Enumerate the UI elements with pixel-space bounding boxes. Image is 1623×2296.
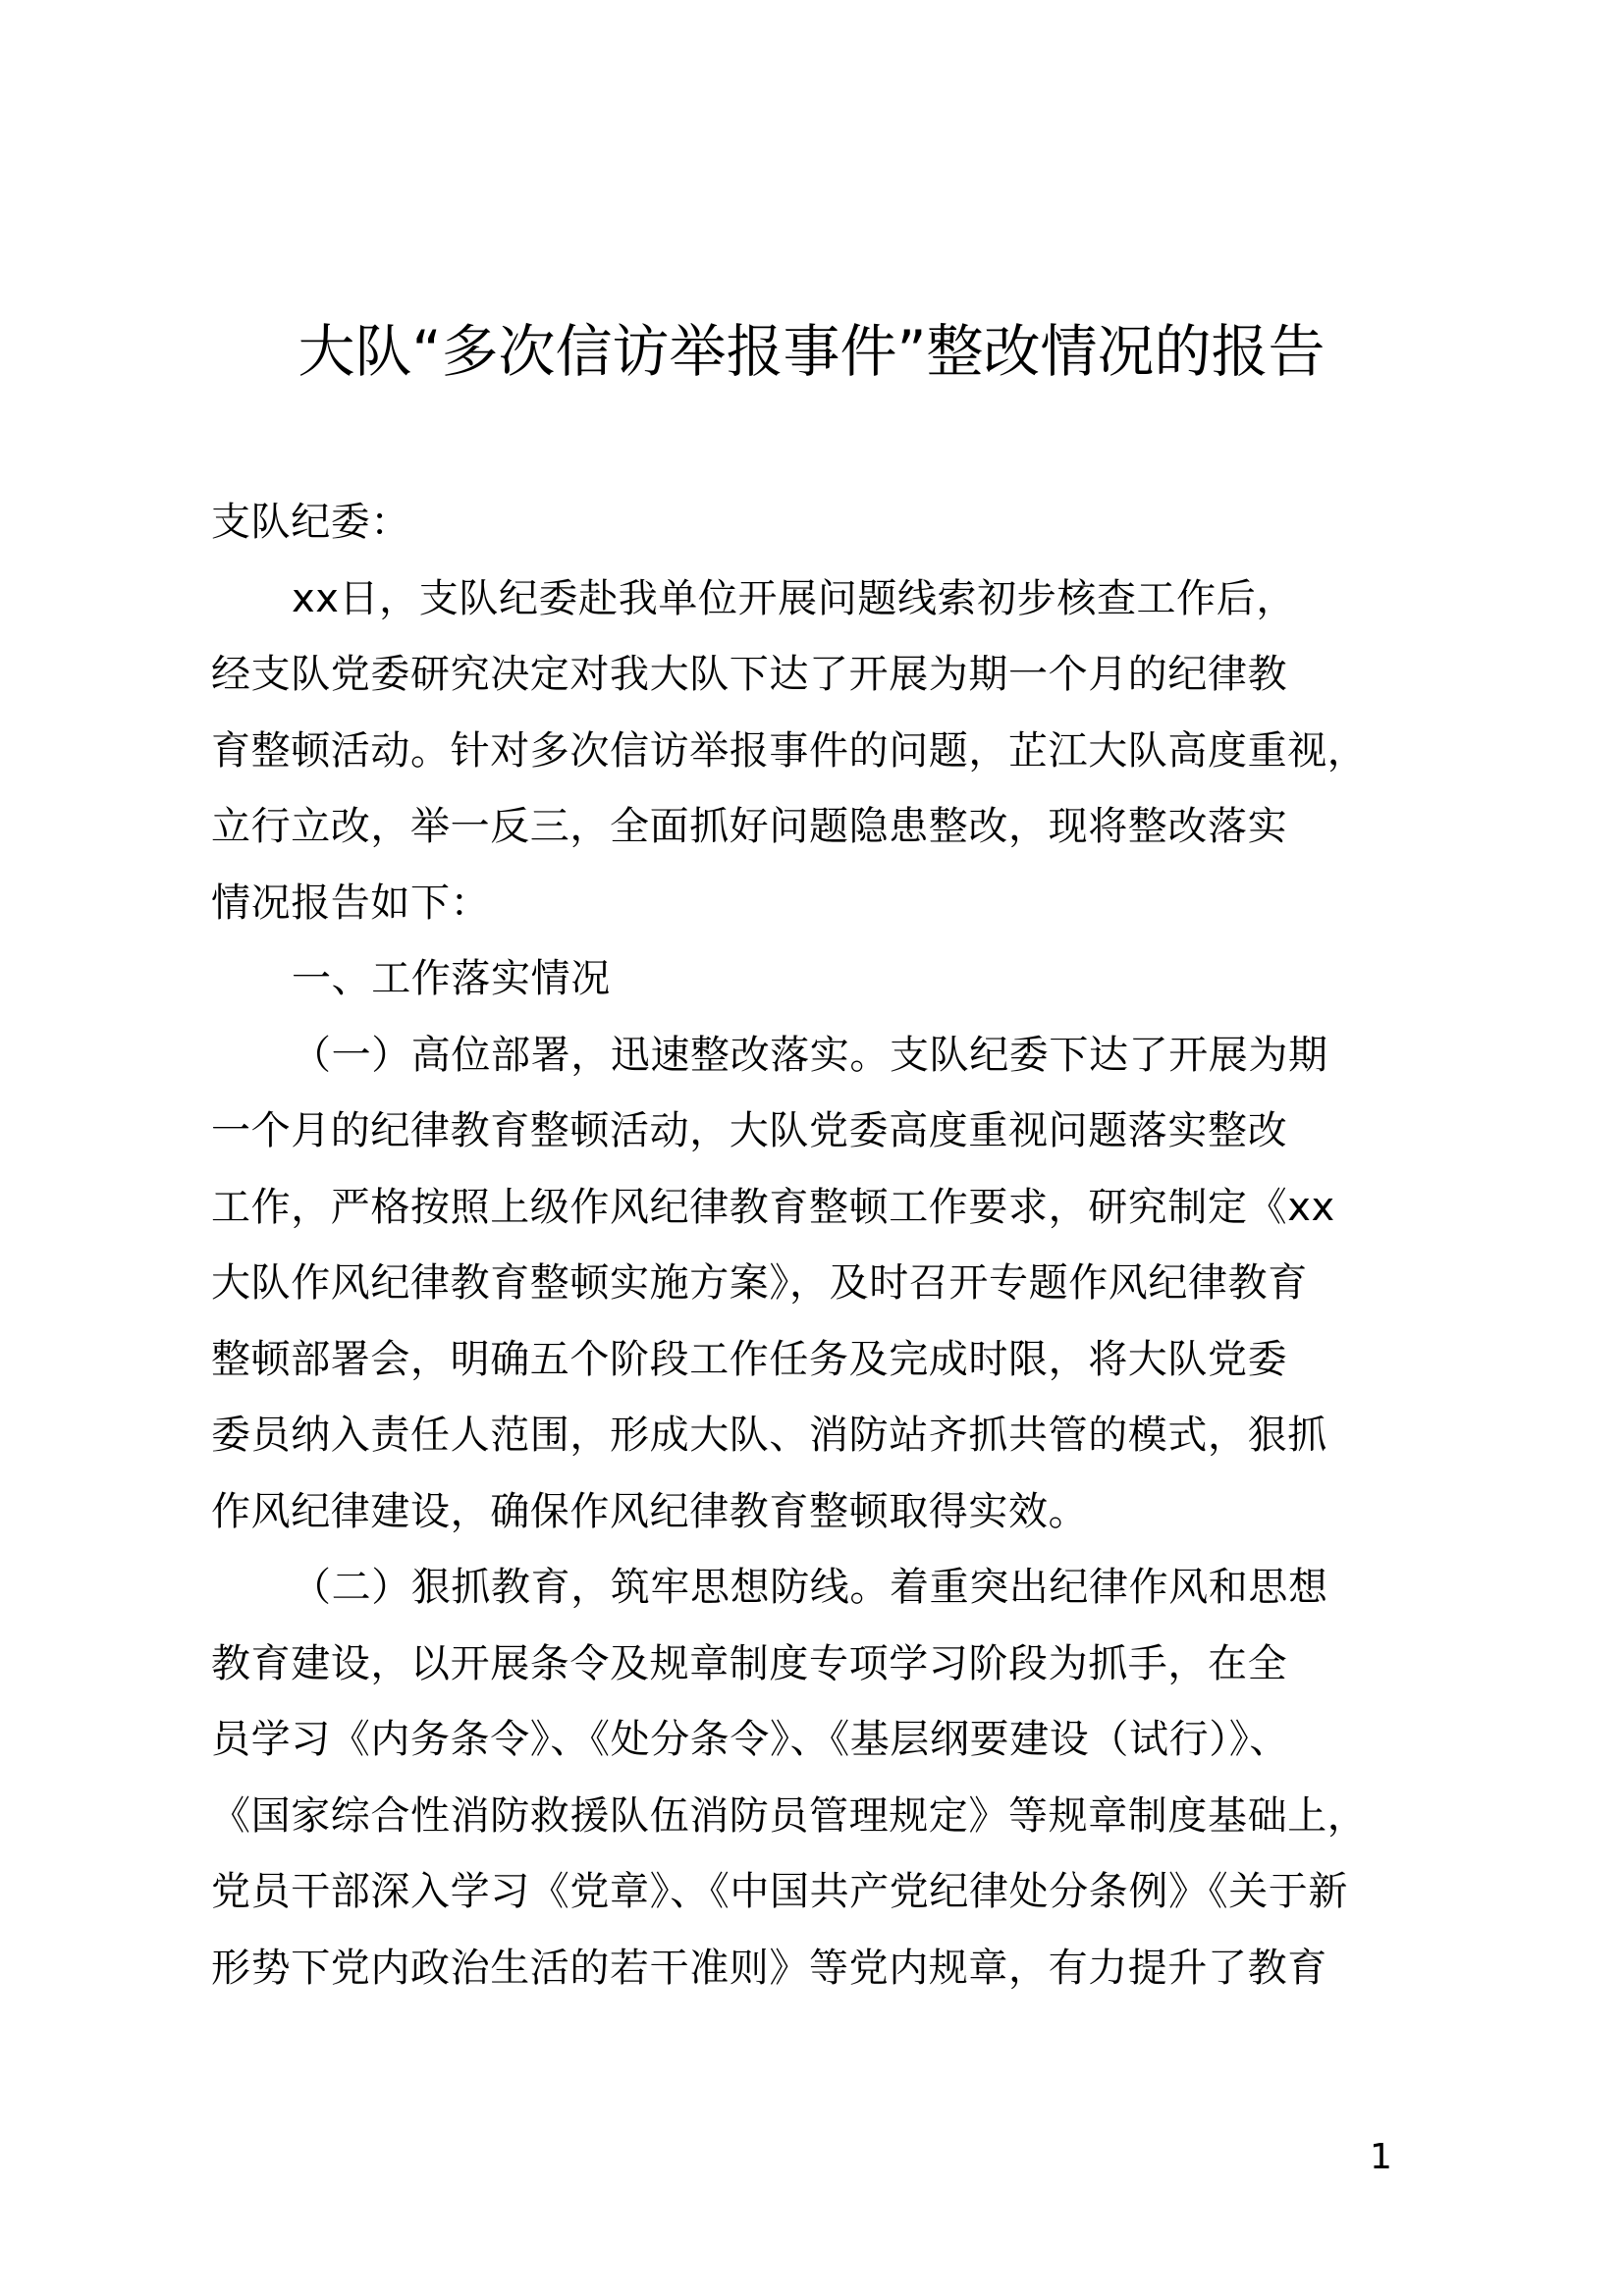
body-line: 立行立改，举一反三，全面抓好问题隐患整改，现将整改落实	[211, 804, 1288, 849]
body-line: 形势下党内政治生活的若干准则》等党内规章，有力提升了教育	[211, 1945, 1327, 1991]
section-heading: 一、工作落实情况	[292, 956, 611, 1001]
body-line: 整顿部署会，明确五个阶段工作任务及完成时限，将大队党委	[211, 1336, 1288, 1382]
body-line: 《国家综合性消防救援队伍消防员管理规定》等规章制度基础上，	[211, 1792, 1368, 1839]
body-line: 党员干部深入学习《党章》、《中国共产党纪律处分条例》《关于新	[211, 1869, 1348, 1914]
body-line: 作风纪律建设，确保作风纪律教育整顿取得实效。	[211, 1488, 1089, 1534]
page-number: 1	[1370, 2137, 1392, 2177]
body-line: 员学习《内务条令》、《处分条令》、《基层纲要建设（试行）》、	[211, 1717, 1289, 1762]
body-line: 工作，严格按照上级作风纪律教育整顿工作要求，研究制定《xx	[211, 1184, 1335, 1230]
document-body	[211, 485, 1419, 2006]
body-line: 教育建设，以开展条令及规章制度专项学习阶段为抓手，在全	[211, 1640, 1288, 1686]
body-line: 经支队党委研究决定对我大队下达了开展为期一个月的纪律教	[211, 652, 1288, 697]
salutation: 支队纪委：	[211, 500, 410, 545]
body-line: 一个月的纪律教育整顿活动，大队党委高度重视问题落实整改	[211, 1108, 1288, 1153]
subsection-start-line: （一）高位部署，迅速整改落实。支队纪委下达了开展为期	[292, 1032, 1328, 1078]
body-line: 情况报告如下：	[211, 880, 491, 926]
body-line: 育整顿活动。针对多次信访举报事件的问题，芷江大队高度重视，	[211, 727, 1368, 774]
document-title: 大队“多次信访举报事件”整改情况的报告	[298, 318, 1325, 385]
body-line: xx日，支队纪委赴我单位开展问题线索初步核查工作后，	[292, 575, 1296, 621]
subsection-start-line: （二）狠抓教育，筑牢思想防线。着重突出纪律作风和思想	[292, 1565, 1328, 1610]
body-line: 委员纳入责任人范围，形成大队、消防站齐抓共管的模式，狠抓	[211, 1413, 1327, 1458]
body-line: 大队作风纪律教育整顿实施方案》，及时召开专题作风纪律教育	[211, 1260, 1308, 1306]
